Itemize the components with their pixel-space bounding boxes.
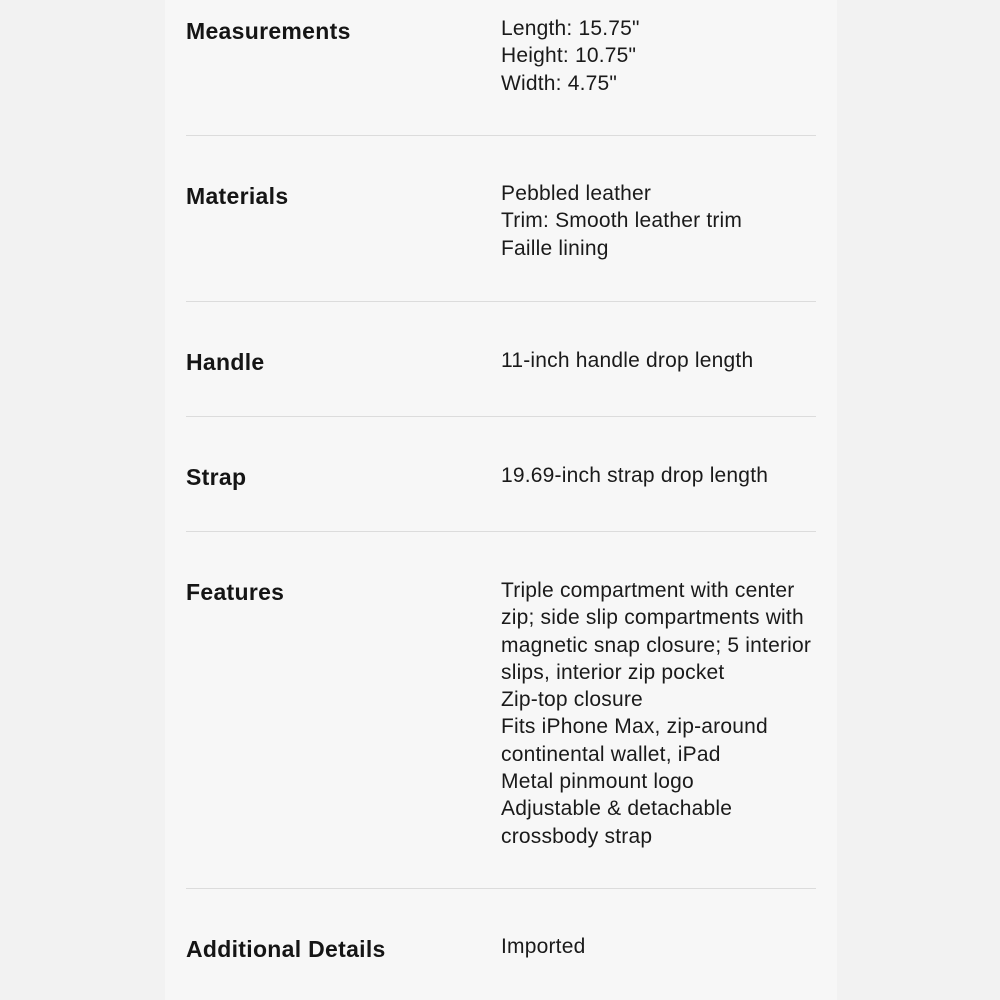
spec-value-material-main: Pebbled leather <box>501 182 652 205</box>
spec-value-material-lining: Faille lining <box>501 236 609 260</box>
spec-value-feature-line: Zip-top closure <box>501 688 643 712</box>
spec-label-features: Features <box>186 579 285 605</box>
spec-row-features <box>186 532 816 889</box>
spec-value-feature-line: Adjustable & detachable <box>501 797 733 821</box>
spec-value-feature-line: Metal pinmount logo <box>501 770 694 794</box>
spec-label-strap: Strap <box>186 464 247 490</box>
spec-value-feature-line: magnetic snap closure; 5 interior <box>501 633 812 657</box>
spec-value-feature-line: crossbody strap <box>501 824 653 848</box>
spec-label-measurements: Measurements <box>186 18 351 44</box>
spec-value-origin: Imported <box>501 935 586 958</box>
spec-row-additional-details <box>186 889 816 999</box>
spec-value-length: Length: 15.75" <box>501 17 640 40</box>
product-spec-list <box>186 0 816 999</box>
spec-value-feature-line: Triple compartment with center <box>501 579 795 602</box>
spec-row-handle <box>186 302 816 417</box>
spec-row-measurements <box>186 0 816 136</box>
spec-values-features <box>501 577 816 850</box>
spec-row-materials <box>186 136 816 302</box>
spec-value-feature-line: slips, interior zip pocket <box>501 660 725 684</box>
spec-values-additional-details <box>501 933 816 960</box>
spec-values-measurements <box>501 15 816 97</box>
spec-value-width: Width: 4.75" <box>501 71 618 95</box>
spec-value-feature-line: Fits iPhone Max, zip-around <box>501 715 768 739</box>
spec-value-material-trim: Trim: Smooth leather trim <box>501 209 743 233</box>
spec-values-strap <box>501 462 816 489</box>
spec-value-strap-drop: 19.69-inch strap drop length <box>501 464 769 487</box>
spec-label-handle: Handle <box>186 349 265 375</box>
spec-value-feature-line: zip; side slip compartments with <box>501 606 804 630</box>
spec-values-materials <box>501 180 816 262</box>
spec-values-handle <box>501 347 816 374</box>
spec-row-strap <box>186 417 816 532</box>
spec-value-handle-drop: 11-inch handle drop length <box>501 349 754 372</box>
spec-label-additional-details: Additional Details <box>186 936 386 962</box>
spec-value-feature-line: continental wallet, iPad <box>501 742 721 766</box>
spec-label-materials: Materials <box>186 183 289 209</box>
spec-value-height: Height: 10.75" <box>501 44 637 68</box>
